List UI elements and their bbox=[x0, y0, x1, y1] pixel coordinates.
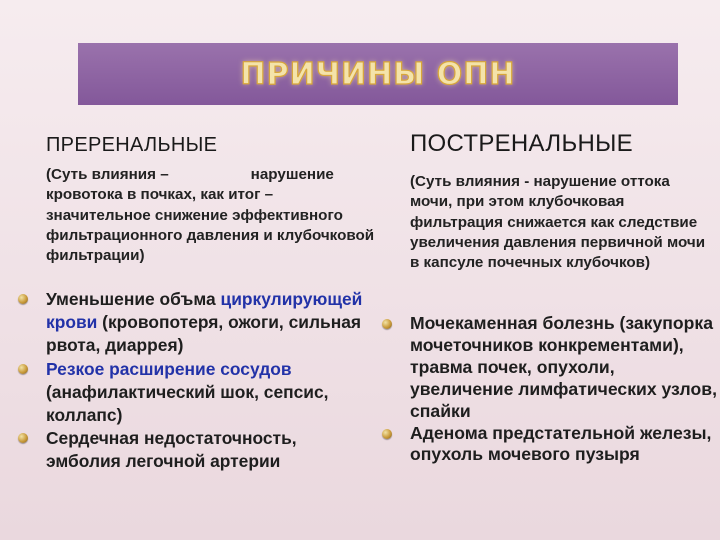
bullet-icon bbox=[382, 319, 392, 329]
bullet-icon bbox=[382, 429, 392, 439]
list-item-detail: (анафилактический шок, сепсис, коллапс) bbox=[46, 381, 329, 426]
postrenal-heading: ПОСТРЕНАЛЬНЫЕ bbox=[410, 130, 633, 157]
list-item-text: Сердечная недостаточность, эмболия легочной артерии bbox=[46, 428, 297, 472]
list-item bbox=[382, 313, 717, 423]
prerenal-note-start: (Суть влияния – bbox=[46, 166, 169, 183]
list-item-detail: (кровопотеря, ожоги, сильная рвота, диаррея) bbox=[46, 312, 362, 356]
list-item bbox=[382, 423, 717, 467]
bullet-icon bbox=[18, 294, 28, 304]
prerenal-note-rest: нарушение кровотока в почках, как итог – значительное снижение эффективного фильтрационного давления и клубочковой фильтрации) bbox=[46, 166, 375, 265]
list-item-text: Мочекаменная болезнь (закупорка мочеточников конкрементами), травма почек, опухоли, увеличение лимфатических узлов, спайки bbox=[410, 313, 717, 421]
prerenal-note bbox=[46, 165, 376, 266]
bullet-icon bbox=[18, 433, 28, 443]
list-item-text: Аденома предстательной железы, опухоль мочевого пузыря bbox=[410, 422, 712, 465]
prerenal-list bbox=[18, 288, 373, 474]
list-item bbox=[18, 427, 373, 473]
page-title: ПРИЧИНЫ ОПН bbox=[240, 56, 516, 92]
title-banner bbox=[78, 43, 678, 105]
list-item bbox=[18, 358, 373, 428]
prerenal-heading: ПРЕРЕНАЛЬНЫЕ bbox=[46, 134, 218, 156]
bullet-icon bbox=[18, 364, 28, 374]
list-item bbox=[18, 288, 373, 358]
postrenal-note: (Суть влияния - нарушение оттока мочи, при этом клубочковая фильтрация снижается как следствие увеличения давления первичной мочи в капсуле почечных клубочков) bbox=[410, 173, 706, 272]
list-item-highlight: Резкое расширение сосудов bbox=[46, 358, 292, 379]
postrenal-list bbox=[382, 313, 717, 466]
list-item-text: Уменьшение объма bbox=[46, 289, 221, 309]
list-item-highlight: циркулирующей крови bbox=[46, 289, 363, 333]
